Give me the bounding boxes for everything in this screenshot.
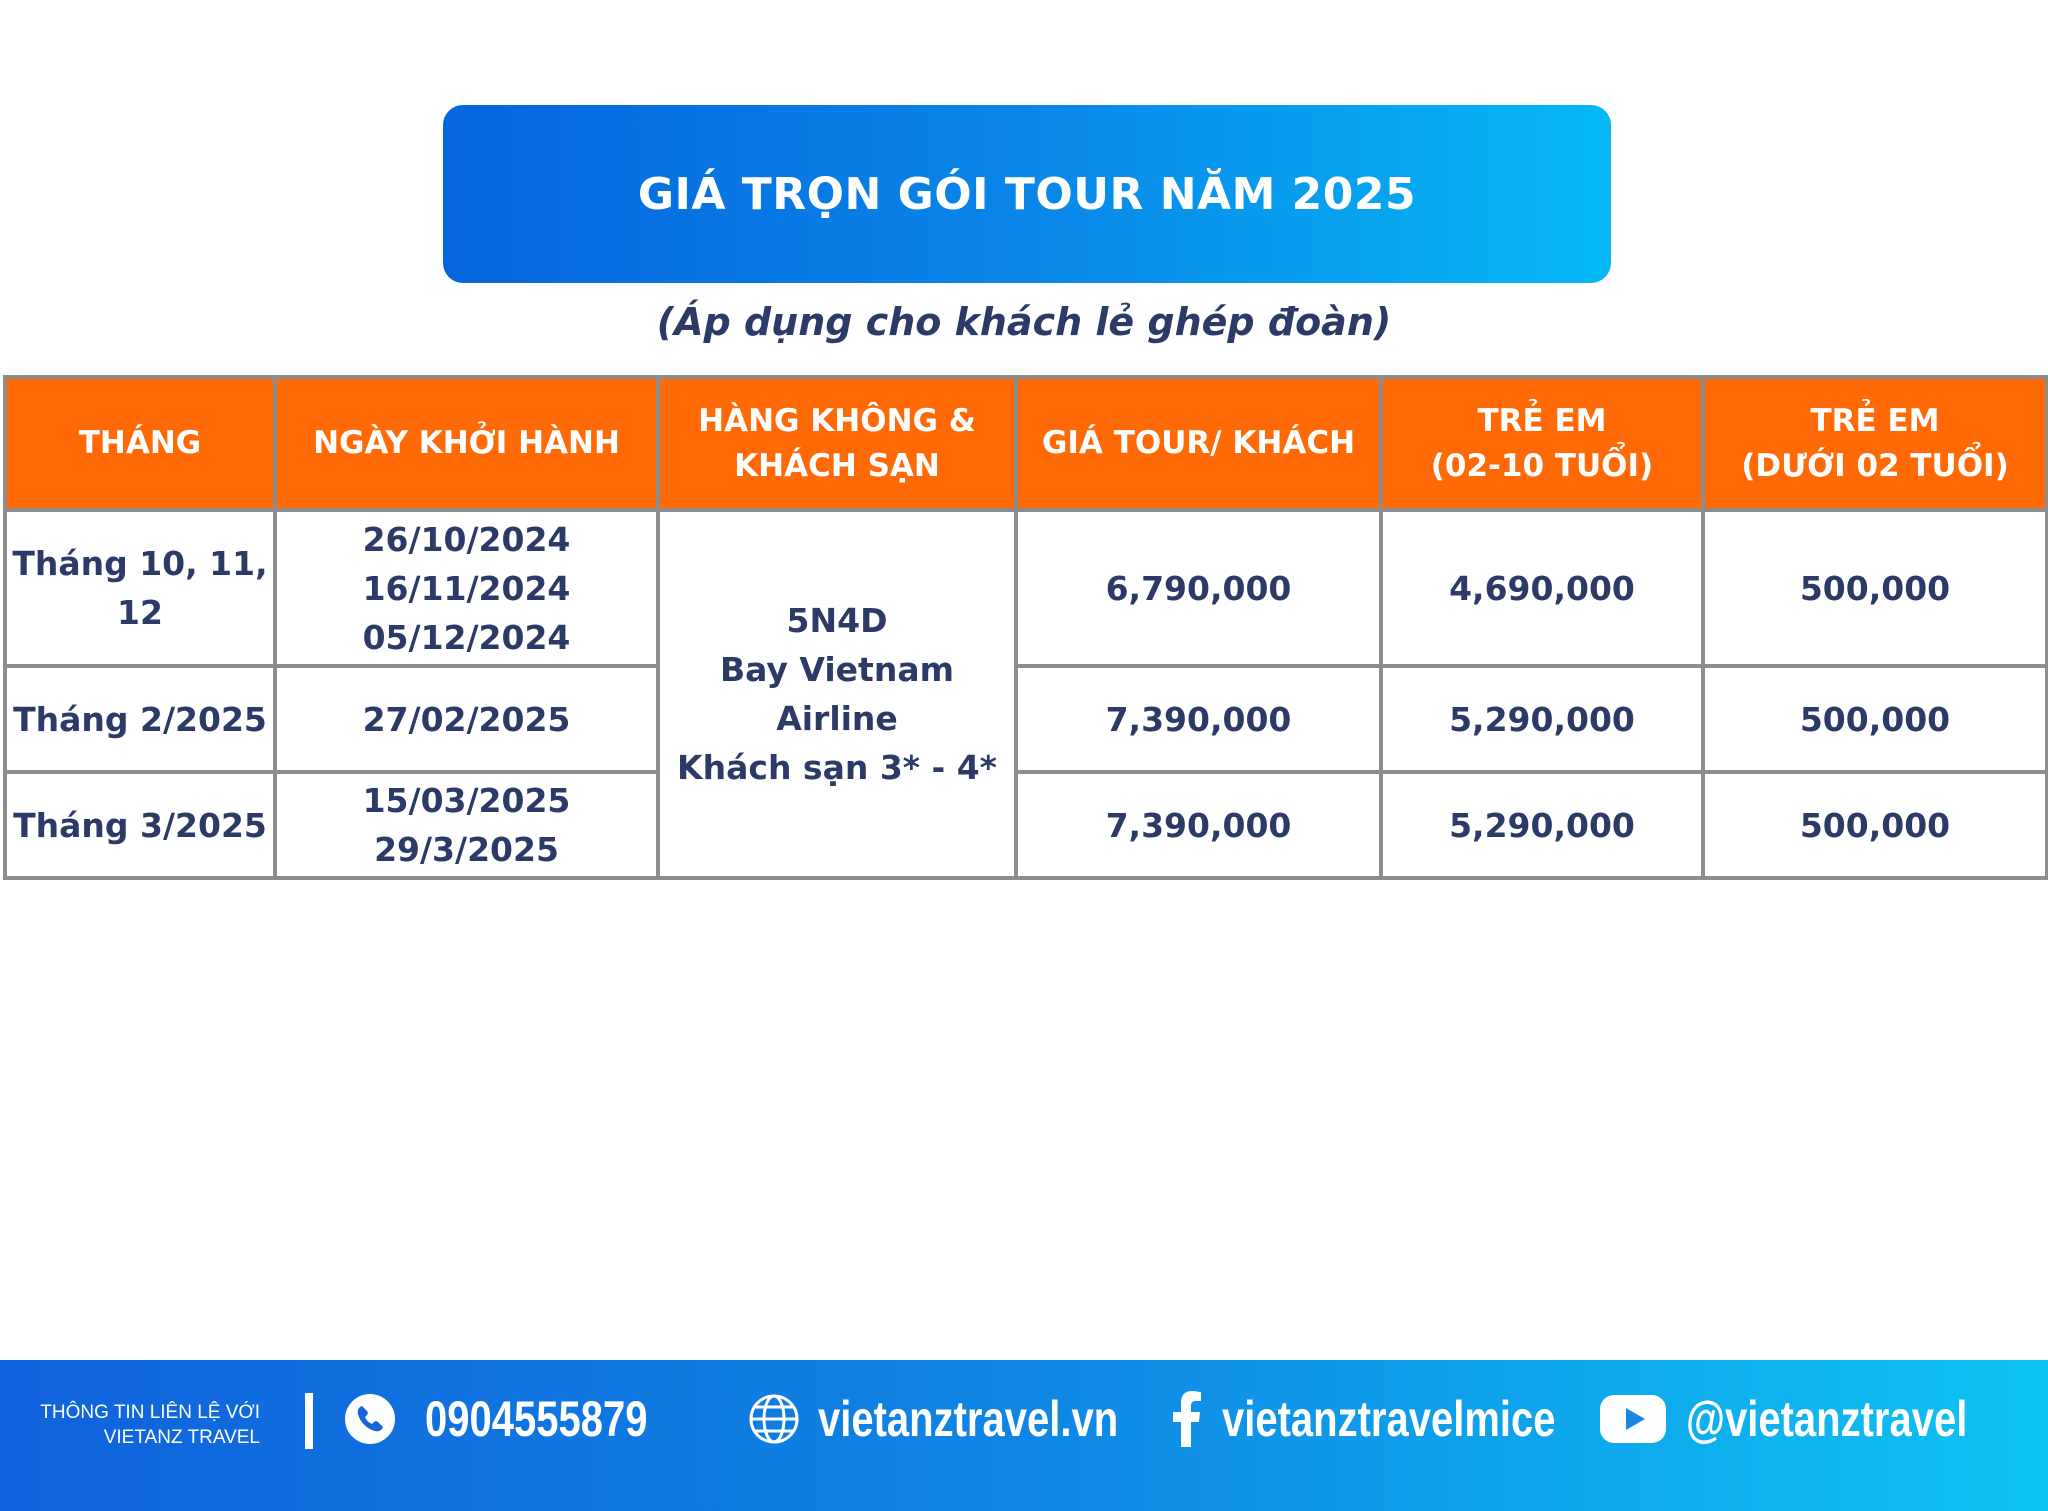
date-line: 15/03/2025 (362, 781, 571, 820)
date-line: 29/3/2025 (374, 830, 559, 869)
cell-infant-price: 500,000 (1703, 666, 2047, 772)
youtube-text: @vietanztravel (1686, 1391, 1968, 1447)
cell-dates (275, 666, 658, 772)
cell-dates (275, 510, 658, 666)
airline-hotel-line: 5N4D (786, 601, 888, 640)
phone-contact[interactable] (345, 1390, 703, 1448)
header-line: HÀNG KHÔNG & (698, 402, 976, 439)
table-row (5, 510, 2047, 666)
globe-icon (748, 1393, 800, 1445)
header-line: KHÁCH SẠN (734, 447, 940, 484)
title-banner (443, 105, 1611, 283)
header-infant (1703, 377, 2047, 510)
banner-title: GIÁ TRỌN GÓI TOUR NĂM 2025 (637, 168, 1417, 220)
youtube-link[interactable] (1600, 1390, 2038, 1448)
website-link[interactable] (748, 1390, 1193, 1448)
website-text: vietanztravel.vn (818, 1391, 1119, 1447)
footer-divider (305, 1393, 313, 1449)
airline-hotel-line: Bay Vietnam (720, 650, 954, 689)
header-departure: NGÀY KHỞI HÀNH (275, 377, 658, 510)
contact-label-line: VIETANZ TRAVEL (103, 1427, 260, 1448)
cell-price: 6,790,000 (1016, 510, 1381, 666)
cell-infant-price: 500,000 (1703, 510, 2047, 666)
contact-footer (0, 1360, 2048, 1511)
header-line: (DƯỚI 02 TUỔI) (1741, 447, 2009, 484)
header-line: (02-10 TUỔI) (1430, 447, 1654, 484)
cell-price: 7,390,000 (1016, 666, 1381, 772)
subtitle: (Áp dụng cho khách lẻ ghép đoàn) (656, 300, 1392, 344)
cell-dates (275, 772, 658, 878)
cell-infant-price: 500,000 (1703, 772, 2047, 878)
airline-hotel-line: Airline (776, 699, 898, 738)
date-line: 26/10/2024 (362, 519, 571, 559)
cell-month: Tháng 3/2025 (5, 772, 275, 878)
airline-hotel-line: Khách sạn 3* - 4* (677, 748, 997, 787)
date-line: 16/11/2024 (362, 568, 571, 608)
cell-child-price: 5,290,000 (1381, 666, 1703, 772)
facebook-text: vietanztravelmice (1222, 1391, 1556, 1447)
contact-label-line: THÔNG TIN LIÊN LỆ VỚI (40, 1402, 260, 1423)
cell-child-price: 4,690,000 (1381, 510, 1703, 666)
cell-month: Tháng 10, 11, 12 (5, 510, 275, 666)
header-child (1381, 377, 1703, 510)
table-header-row (5, 377, 2047, 510)
header-airline-hotel (658, 377, 1016, 510)
contact-label (40, 1400, 260, 1450)
cell-child-price: 5,290,000 (1381, 772, 1703, 878)
date-line: 27/02/2025 (362, 699, 571, 739)
youtube-icon (1600, 1395, 1666, 1443)
cell-month: Tháng 2/2025 (5, 666, 275, 772)
header-line: TRẺ EM (1810, 402, 1940, 439)
phone-number: 0904555879 (425, 1391, 648, 1447)
facebook-link[interactable] (1172, 1390, 1639, 1448)
table-row (5, 666, 2047, 772)
cell-airline-hotel (658, 510, 1016, 878)
phone-icon (345, 1394, 395, 1444)
header-price: GIÁ TOUR/ KHÁCH (1016, 377, 1381, 510)
facebook-icon (1172, 1391, 1202, 1447)
table-row (5, 772, 2047, 878)
header-line: TRẺ EM (1477, 402, 1607, 439)
header-month: THÁNG (5, 377, 275, 510)
date-line: 05/12/2024 (362, 617, 571, 657)
price-table (3, 375, 2048, 880)
cell-price: 7,390,000 (1016, 772, 1381, 878)
